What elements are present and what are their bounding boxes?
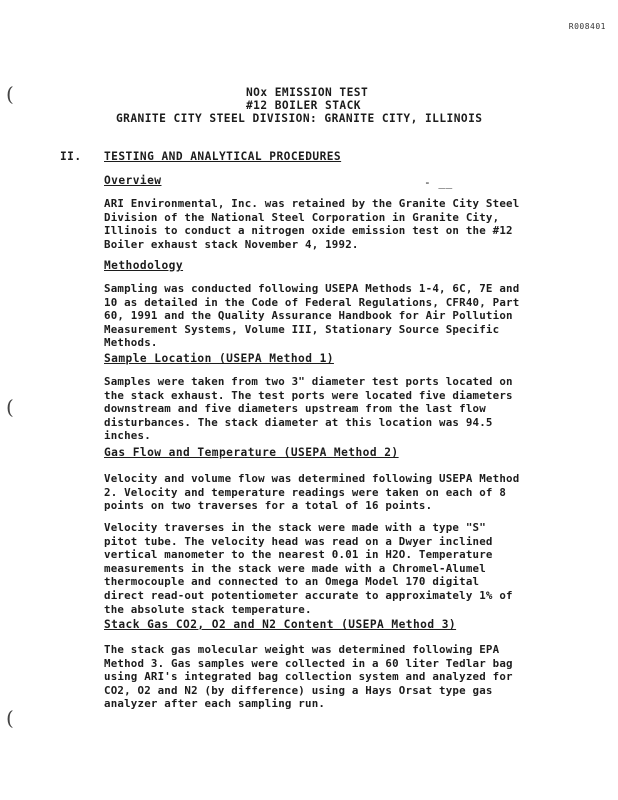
text-line: vertical manometer to the nearest 0.01 in H2O. Temperature	[104, 548, 493, 562]
text-line: Division of the National Steel Corporation in Granite City,	[104, 210, 500, 224]
sample-location-heading: Sample Location (USEPA Method 1)	[104, 352, 334, 365]
text-line: thermocouple and connected to an Omega Model 170 digital	[104, 575, 480, 589]
gas-flow-paragraph-1	[104, 472, 544, 513]
binding-mark: (	[6, 706, 14, 730]
gas-flow-heading: Gas Flow and Temperature (USEPA Method 2)	[104, 446, 399, 459]
stack-gas-paragraph	[104, 643, 544, 711]
text-line: Method 3. Gas samples were collected in a 60 liter Tedlar bag	[104, 656, 513, 670]
overview-heading: Overview	[104, 174, 162, 187]
text-line: disturbances. The stack diameter at this location was 94.5	[104, 415, 493, 429]
text-line: the absolute stack temperature.	[104, 602, 312, 616]
section-number: II.	[60, 150, 82, 163]
stray-mark: - __	[424, 176, 453, 189]
text-line: pitot tube. The velocity head was read on a Dwyer inclined	[104, 534, 493, 548]
text-line: The stack gas molecular weight was determined following EPA	[104, 643, 500, 656]
overview-paragraph	[104, 197, 544, 251]
stack-gas-heading: Stack Gas CO2, O2 and N2 Content (USEPA Method 3)	[104, 618, 457, 631]
binding-mark: (	[6, 82, 14, 106]
text-line: 2. Velocity and temperature readings were taken on each of 8	[104, 485, 507, 499]
document-id: R008401	[568, 22, 606, 31]
text-line: Measurement Systems, Volume III, Stationary Source Specific	[104, 322, 500, 336]
report-title-line-2: #12 BOILER STACK	[246, 99, 361, 112]
binding-mark: (	[6, 395, 14, 419]
text-line: ARI Environmental, Inc. was retained by the Granite City Steel	[104, 197, 520, 210]
text-line: downstream and five diameters upstream from the last flow	[104, 402, 486, 416]
text-line: 10 as detailed in the Code of Federal Regulations, CFR40, Part	[104, 295, 520, 309]
sample-location-paragraph	[104, 375, 544, 443]
text-line: points on two traverses for a total of 16 points.	[104, 499, 433, 513]
methodology-paragraph	[104, 282, 544, 350]
report-title-line-3: GRANITE CITY STEEL DIVISION: GRANITE CITY, ILLINOIS	[116, 112, 483, 125]
text-line: inches.	[104, 429, 151, 443]
text-line: analyzer after each sampling run.	[104, 697, 326, 711]
text-line: 60, 1991 and the Quality Assurance Handbook for Air Pollution	[104, 309, 513, 323]
text-line: measurements in the stack were made with a Chromel-Alumel	[104, 561, 486, 575]
methodology-heading: Methodology	[104, 259, 184, 272]
text-line: CO2, O2 and N2 (by difference) using a Hays Orsat type gas	[104, 683, 493, 697]
text-line: Illinois to conduct a nitrogen oxide emission test on the #12	[104, 224, 513, 238]
text-line: Methods.	[104, 336, 158, 350]
text-line: Boiler exhaust stack November 4, 1992.	[104, 237, 359, 251]
text-line: Velocity and volume flow was determined following USEPA Method	[104, 472, 520, 485]
text-line: the stack exhaust. The test ports were located five diameters	[104, 388, 513, 402]
gas-flow-paragraph-2	[104, 521, 544, 616]
text-line: direct read-out potentiometer accurate to approximately 1% of	[104, 588, 513, 602]
text-line: Velocity traverses in the stack were made with a type "S"	[104, 521, 486, 534]
text-line: Sampling was conducted following USEPA Methods 1-4, 6C, 7E and	[104, 282, 520, 295]
text-line: using ARI's integrated bag collection system and analyzed for	[104, 670, 513, 684]
report-title-line-1: NOx EMISSION TEST	[246, 86, 369, 99]
section-heading: TESTING AND ANALYTICAL PROCEDURES	[104, 150, 342, 163]
text-line: Samples were taken from two 3" diameter test ports located on	[104, 375, 513, 388]
